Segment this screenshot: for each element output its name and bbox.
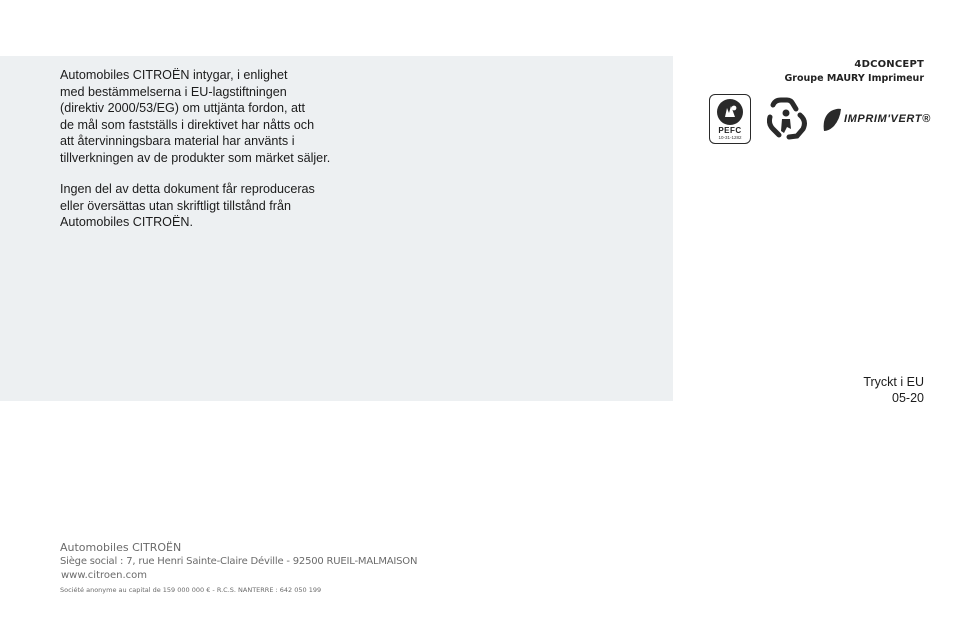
footer-website: www.citroen.com [61,570,148,581]
pefc-code: 10-31-1282 [718,135,742,140]
pefc-seal-icon [717,99,743,125]
pefc-logo [709,94,751,144]
print-info [863,374,924,406]
leaf-icon [821,107,843,133]
printer-name: 4DCONCEPT [854,59,924,70]
imprim-vert-text: IMPRIM'VERT® [844,113,931,125]
recycling-icon [767,97,811,141]
imprim-vert-logo [821,107,951,133]
pefc-word: PEFC [718,126,742,135]
printer-credit [785,57,925,86]
footer-company-name: Automobiles CITROËN [60,541,182,554]
footer-company-info [60,541,417,595]
edition-code: 05-20 [892,391,924,405]
printed-in-label: Tryckt i EU [863,375,924,389]
footer-address: Siège social : 7, rue Henri Sainte-Claire Déville - 92500 RUEIL-MALMAISON [60,556,418,567]
recycling-statement-paragraph: Automobiles CITROËN intygar, i enlighet med bestämmelserna i EU-lagstiftningen (direktiv 2000/53/EG) om uttjänta fordon, att de mål som fastställs i direktivet har nåtts och att återvinningsbara material har använts i tillverkningen av de produkter som märket säljer. [60,68,331,165]
printer-group: Groupe MAURY Imprimeur [784,73,924,84]
footer-legal-notice: Société anonyme au capital de 159 000 000 € - R.C.S. NANTERRE : 642 050 199 [60,586,322,594]
copyright-paragraph: Ingen del av detta dokument får reproduceras eller översättas utan skriftligt tillstånd från Automobiles CITROËN. [60,182,315,229]
